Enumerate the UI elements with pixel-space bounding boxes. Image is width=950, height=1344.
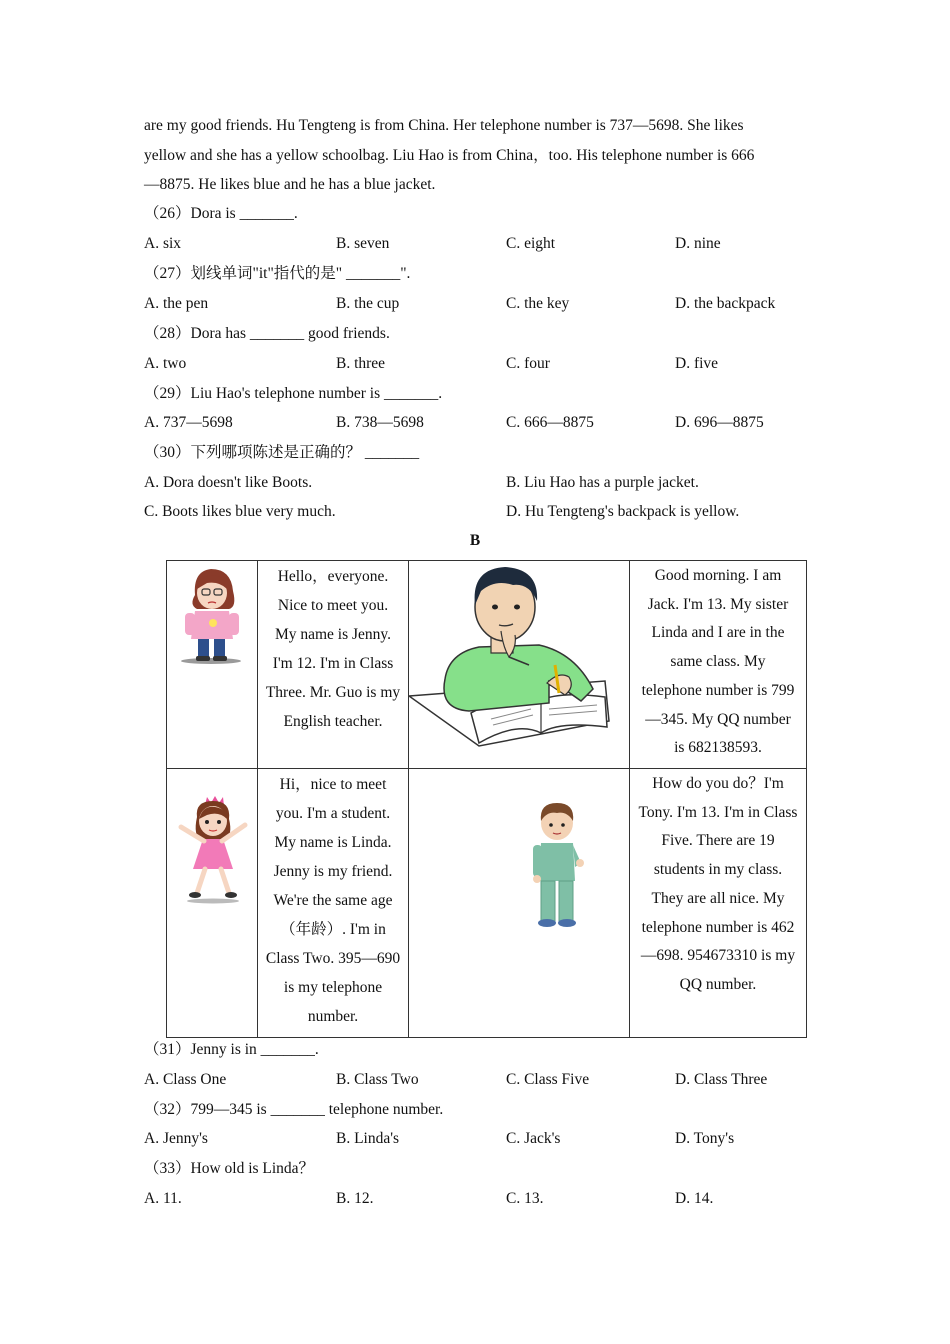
jenny-line: Nice to meet you.	[277, 597, 389, 614]
q31-option-a[interactable]: A. Class One	[144, 1071, 227, 1088]
girl-linda-illustration-icon	[167, 769, 257, 909]
profiles-row	[167, 769, 807, 1038]
jenny-line: I'm 12. I'm in Class	[272, 655, 394, 672]
linda-line: Hi，nice to meet	[279, 776, 387, 793]
q33-option-d[interactable]: D. 14.	[675, 1190, 714, 1207]
linda-line: We're the same age	[273, 892, 393, 909]
q29-option-b[interactable]: B. 738—5698	[336, 414, 424, 431]
passage-line: are my good friends. Hu Tengteng is from China. Her telephone number is 737—5698. She likes	[144, 117, 744, 134]
passage-line: yellow and she has a yellow schoolbag. Liu Hao is from China，too. His telephone number is 666	[144, 147, 755, 164]
jack-line: same class. My	[670, 653, 766, 671]
question-26-stem: （26）Dora is _______.	[144, 205, 298, 222]
linda-line: Jenny is my friend.	[273, 863, 393, 880]
q33-option-a[interactable]: A. 11.	[144, 1190, 182, 1207]
q31-option-d[interactable]: D. Class Three	[675, 1071, 768, 1088]
q31-option-c[interactable]: C. Class Five	[506, 1071, 590, 1088]
linda-picture-cell	[167, 769, 258, 1038]
q32-option-c[interactable]: C. Jack's	[506, 1130, 561, 1147]
profiles-row	[167, 561, 807, 769]
q27-option-a[interactable]: A. the pen	[144, 295, 209, 312]
tony-profile-text	[630, 769, 807, 1038]
linda-line: number.	[307, 1008, 359, 1025]
q29-option-d[interactable]: D. 696—8875	[675, 414, 764, 431]
profiles-table	[166, 560, 807, 1038]
q26-option-b[interactable]: B. seven	[336, 235, 390, 252]
linda-profile-text	[258, 769, 409, 1038]
passage-line: —8875. He likes blue and he has a blue jacket.	[144, 176, 436, 193]
q28-option-a[interactable]: A. two	[144, 355, 187, 372]
linda-line: Class Two. 395—690	[265, 950, 401, 967]
jenny-line: Three. Mr. Guo is my	[265, 684, 401, 701]
q33-option-b[interactable]: B. 12.	[336, 1190, 374, 1207]
tony-line: QQ number.	[679, 975, 757, 993]
tony-line: They are all nice. My	[651, 889, 785, 907]
jack-line: is 682138593.	[674, 739, 762, 757]
jenny-line: English teacher.	[283, 713, 383, 730]
q27-option-b[interactable]: B. the cup	[336, 295, 400, 312]
jack-profile-text	[630, 561, 807, 769]
jack-line: Good morning. I am	[654, 567, 782, 584]
q29-option-a[interactable]: A. 737—5698	[144, 414, 233, 431]
question-29-stem: （29）Liu Hao's telephone number is _______.	[144, 385, 443, 402]
linda-line: you. I'm a student.	[275, 805, 391, 822]
tony-line: Tony. I'm 13. I'm in Class	[638, 803, 798, 821]
girl-jenny-illustration-icon	[167, 561, 257, 671]
q26-option-a[interactable]: A. six	[144, 235, 182, 252]
jenny-profile-text	[258, 561, 409, 769]
jack-line: Linda and I are in the	[651, 624, 785, 642]
tony-line: telephone number is 462	[641, 918, 795, 936]
q28-option-d[interactable]: D. five	[675, 355, 719, 372]
q26-option-d[interactable]: D. nine	[675, 235, 721, 252]
linda-line: （年龄）. I'm in	[280, 921, 386, 938]
boy-tony-illustration-icon	[409, 769, 629, 1037]
jack-line: telephone number is 799	[641, 681, 795, 699]
section-b-heading: B	[469, 532, 481, 549]
linda-line: My name is Linda.	[274, 834, 392, 851]
question-30-stem: （30）下列哪项陈述是正确的？ _______	[144, 444, 420, 461]
tony-line: How do you do？I'm	[652, 775, 784, 792]
q30-option-c[interactable]: C. Boots likes blue very much.	[144, 503, 336, 520]
q29-option-c[interactable]: C. 666—8875	[506, 414, 594, 431]
jack-line: —345. My QQ number	[645, 710, 791, 728]
jenny-picture-cell	[167, 561, 258, 769]
q30-option-a[interactable]: A. Dora doesn't like Boots.	[144, 474, 313, 491]
question-27-stem: （27）划线单词"it"指代的是" _______".	[144, 265, 411, 282]
q32-option-d[interactable]: D. Tony's	[675, 1130, 735, 1147]
q28-option-b[interactable]: B. three	[336, 355, 386, 372]
question-32-stem: （32）799—345 is _______ telephone number.	[144, 1101, 444, 1118]
q28-option-c[interactable]: C. four	[506, 355, 550, 372]
tony-picture-cell	[409, 769, 630, 1038]
q32-option-b[interactable]: B. Linda's	[336, 1130, 400, 1147]
q27-option-d[interactable]: D. the backpack	[675, 295, 776, 312]
q33-option-c[interactable]: C. 13.	[506, 1190, 544, 1207]
jenny-line: My name is Jenny.	[274, 626, 392, 643]
q30-option-b[interactable]: B. Liu Hao has a purple jacket.	[506, 474, 699, 491]
question-33-stem: （33）How old is Linda？	[144, 1160, 315, 1177]
linda-line: is my telephone	[283, 979, 383, 996]
tony-line: students in my class.	[653, 861, 783, 879]
tony-line: —698. 954673310 is my	[640, 947, 796, 965]
boy-jack-studying-illustration-icon	[409, 561, 629, 761]
jack-picture-cell	[409, 561, 630, 769]
question-31-stem: （31）Jenny is in _______.	[144, 1041, 319, 1058]
question-28-stem: （28）Dora has _______ good friends.	[144, 325, 390, 342]
jack-line: Jack. I'm 13. My sister	[647, 595, 789, 613]
jenny-line: Hello，everyone.	[277, 568, 389, 585]
q32-option-a[interactable]: A. Jenny's	[144, 1130, 208, 1147]
q26-option-c[interactable]: C. eight	[506, 235, 556, 252]
q30-option-d[interactable]: D. Hu Tengteng's backpack is yellow.	[506, 503, 740, 520]
q31-option-b[interactable]: B. Class Two	[336, 1071, 419, 1088]
tony-line: Five. There are 19	[661, 832, 775, 850]
q27-option-c[interactable]: C. the key	[506, 295, 570, 312]
